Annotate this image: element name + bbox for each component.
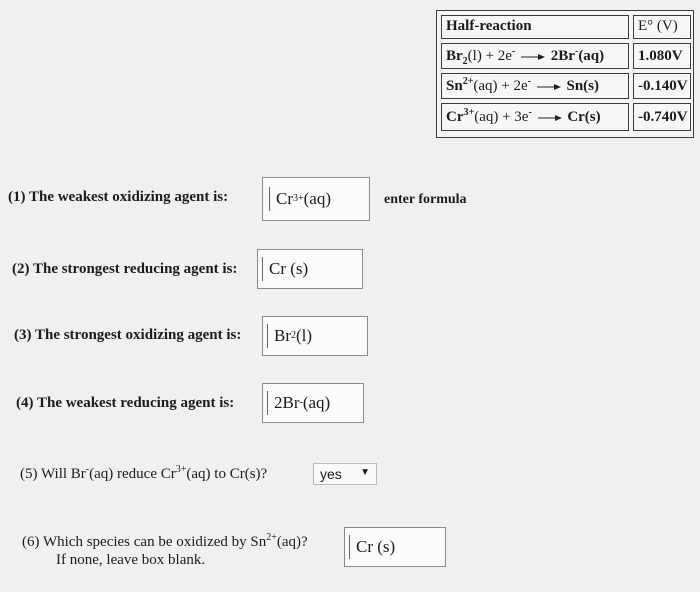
answer-3-input[interactable]: Br 2 (l): [262, 316, 368, 356]
potential-cell: -0.740V: [633, 103, 691, 131]
header-half-reaction: Half-reaction: [441, 15, 629, 39]
question-1-label: (1) The weakest oxidizing agent is:: [8, 189, 229, 205]
table-row: $Sn^{2+}(aq) + 2e^-$ Sn(s): [441, 73, 629, 99]
header-potential: E° (V): [633, 15, 691, 39]
question-6-label: (6) Which species can be oxidized by $Sn^{2+}(aq)$? If none, leave box blank.: [22, 532, 308, 568]
table-row: $Cr^{3+}(aq) + 3e^-$ Cr(s): [441, 103, 629, 131]
answer-4-input[interactable]: 2Br - (aq): [262, 383, 364, 423]
potential-cell: -0.140V: [633, 73, 691, 99]
potential-cell: 1.080V: [633, 43, 691, 69]
question-5-label: (5) Will Br-(aq) reduce $Cr^{3+}(aq)$ to Cr(s)?: [20, 464, 268, 482]
table-row: $Br_2(l) + 2e^-$ 2Br-(aq): [441, 43, 629, 69]
reaction-arrow-icon: [537, 82, 561, 92]
question-4-label: (4) The weakest reducing agent is:: [16, 395, 235, 411]
half-reaction-table: [436, 10, 694, 138]
answer-1-hint: enter formula: [384, 192, 467, 207]
answer-6-input[interactable]: Cr (s): [344, 527, 446, 567]
question-3-label: (3) The strongest oxidizing agent is:: [14, 327, 242, 343]
reaction-arrow-icon: [538, 113, 562, 123]
answer-1-input[interactable]: Cr 3+ (aq): [262, 177, 370, 221]
chevron-down-icon: ▼: [360, 467, 370, 478]
answer-5-select[interactable]: yes ▼: [313, 463, 377, 485]
reaction-arrow-icon: [521, 52, 545, 62]
answer-2-input[interactable]: Cr (s): [257, 249, 363, 289]
question-2-label: (2) The strongest reducing agent is:: [12, 261, 238, 277]
